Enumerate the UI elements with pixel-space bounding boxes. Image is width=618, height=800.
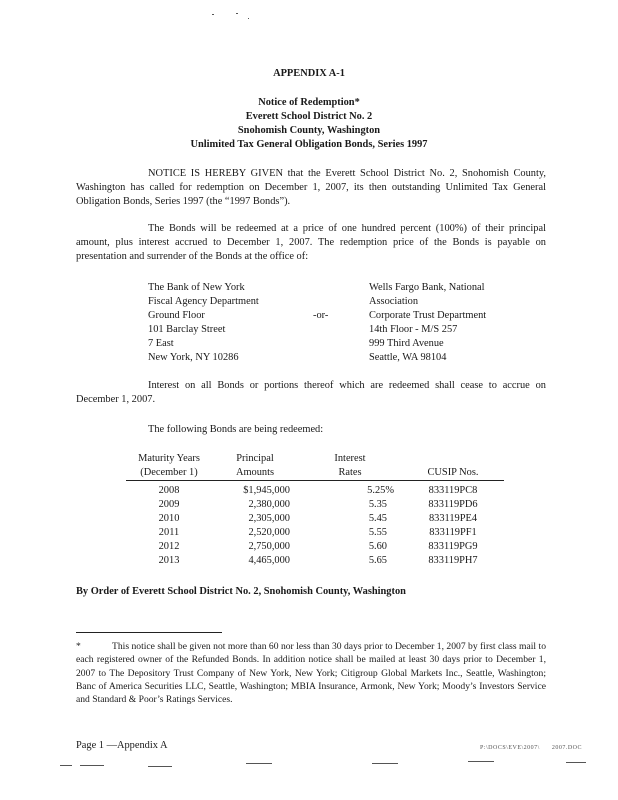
address-line: Fiscal Agency Department xyxy=(148,296,259,307)
redemption-price-paragraph: The Bonds will be redeemed at a price of one hundred percent (100%) of their principal amount, plus interest accrued to December 1, 2007. The redemption price of the Bonds is payable on presentation and surrender of the Bonds at the office of: xyxy=(76,223,546,262)
address-line: 14th Floor - M/S 257 xyxy=(369,324,458,335)
maturity-year: 2009 xyxy=(158,499,180,510)
principal-amount: $1,945,000 xyxy=(243,485,290,496)
interest-cease-paragraph: Interest on all Bonds or portions thereof which are redeemed shall cease to accrue on December 1, 2007. xyxy=(76,380,546,405)
principal-amount: 4,465,000 xyxy=(248,555,290,566)
interest-rate: 5.60 xyxy=(368,541,387,552)
cusip-number: 833119PC8 xyxy=(428,485,478,496)
maturity-year: 2011 xyxy=(158,527,180,538)
scan-speck xyxy=(80,765,104,766)
principal-amount: 2,750,000 xyxy=(248,541,290,552)
document-path: P:\DOCS\EVE\2007\ xyxy=(480,745,540,751)
footnote xyxy=(76,640,546,706)
address-line: New York, NY 10286 xyxy=(148,352,239,363)
maturity-year: 2010 xyxy=(158,513,180,524)
principal-header-line1: Principal xyxy=(236,452,274,464)
county-title: Snohomish County, Washington xyxy=(237,125,381,136)
principal-amount: 2,380,000 xyxy=(248,499,290,510)
address-line: Association xyxy=(369,296,419,307)
series-title: Unlimited Tax General Obligation Bonds, Series 1997 xyxy=(190,139,428,150)
scan-speck xyxy=(212,14,214,15)
cusip-number: 833119PF1 xyxy=(429,527,477,538)
scan-speck xyxy=(148,766,172,767)
address-line: Corporate Trust Department xyxy=(369,310,487,321)
by-order-line: By Order of Everett School District No. 2, Snohomish County, Washington xyxy=(76,586,406,597)
principal-amount: 2,520,000 xyxy=(248,527,290,538)
table-row xyxy=(126,554,504,568)
table-row xyxy=(126,512,504,526)
scan-speck xyxy=(236,13,238,14)
scan-speck xyxy=(372,763,398,764)
address-separator: -or- xyxy=(313,310,329,321)
address-line: The Bank of New York xyxy=(148,282,245,293)
address-line: Seattle, WA 98104 xyxy=(369,352,447,363)
principal-amount: 2,305,000 xyxy=(248,513,290,524)
document-file: 2007.DOC xyxy=(551,745,583,751)
maturity-header-line2: (December 1) xyxy=(126,466,212,481)
appendix-title: APPENDIX A-1 xyxy=(273,68,345,79)
address-line: Wells Fargo Bank, National xyxy=(369,282,485,293)
bonds-list-intro: The following Bonds are being redeemed: xyxy=(148,424,324,435)
principal-header-line2: Amounts xyxy=(212,466,298,481)
maturity-header-line1: Maturity Years xyxy=(138,452,200,464)
maturity-year: 2012 xyxy=(158,541,180,552)
maturity-year: 2008 xyxy=(158,485,180,496)
interest-header-line1: Interest xyxy=(334,452,366,464)
scan-speck xyxy=(566,762,586,763)
interest-rate: 5.55 xyxy=(368,527,387,538)
address-line: 101 Barclay Street xyxy=(148,324,226,335)
interest-rate: 5.25% xyxy=(367,485,394,496)
scan-speck xyxy=(246,763,272,764)
cusip-header: CUSIP Nos. xyxy=(402,466,504,481)
interest-rate: 5.35 xyxy=(368,499,387,510)
wells-fargo-address xyxy=(369,281,486,365)
bonds-table xyxy=(126,452,504,568)
scan-speck xyxy=(60,765,72,766)
maturity-year: 2013 xyxy=(158,555,180,566)
cusip-number: 833119PG9 xyxy=(428,541,478,552)
cusip-number: 833119PH7 xyxy=(428,555,478,566)
cusip-number: 833119PE4 xyxy=(428,513,478,524)
interest-header-line2: Rates xyxy=(298,466,402,481)
table-row xyxy=(126,481,504,499)
address-line: Ground Floor xyxy=(148,310,205,321)
footnote-text: This notice shall be given not more than 60 nor less than 30 days prior to December 1, 2007 by first class mail to each registered owner of the Refunded Bonds. In addition notice shall be mailed at least 30 days prior to December 1, 2007 to The Depository Trust Company of New York, New York; Citigroup Global Markets Inc., Seattle, Washington; Banc of America Securities LLC, Seattle, Washington; MBIA Insurance, Armonk, New York; Moody’s Investors Service and Standard & Poor’s Ratings Services. xyxy=(76,641,546,706)
footnote-marker: * xyxy=(76,641,81,652)
interest-rate: 5.65 xyxy=(368,555,387,566)
footnote-rule xyxy=(76,632,222,633)
page-footer-label: Page 1 —Appendix A xyxy=(76,740,168,751)
table-row xyxy=(126,498,504,512)
table-row xyxy=(126,540,504,554)
document-code xyxy=(480,741,582,755)
table-row xyxy=(126,526,504,540)
cusip-number: 833119PD6 xyxy=(428,499,478,510)
district-title: Everett School District No. 2 xyxy=(245,111,373,122)
notice-paragraph: NOTICE IS HEREBY GIVEN that the Everett School District No. 2, Snohomish County, Washington has called for redemption on December 1, 2007, its then outstanding Unlimited Tax General Obligation Bonds, Series 1997 (the “1997 Bonds”). xyxy=(76,168,546,207)
scan-speck xyxy=(468,761,494,762)
interest-rate: 5.45 xyxy=(368,513,387,524)
notice-title: Notice of Redemption* xyxy=(258,97,360,108)
bank-of-new-york-address xyxy=(148,281,259,365)
address-line: 999 Third Avenue xyxy=(369,338,444,349)
scan-speck xyxy=(248,18,249,19)
address-line: 7 East xyxy=(148,338,174,349)
